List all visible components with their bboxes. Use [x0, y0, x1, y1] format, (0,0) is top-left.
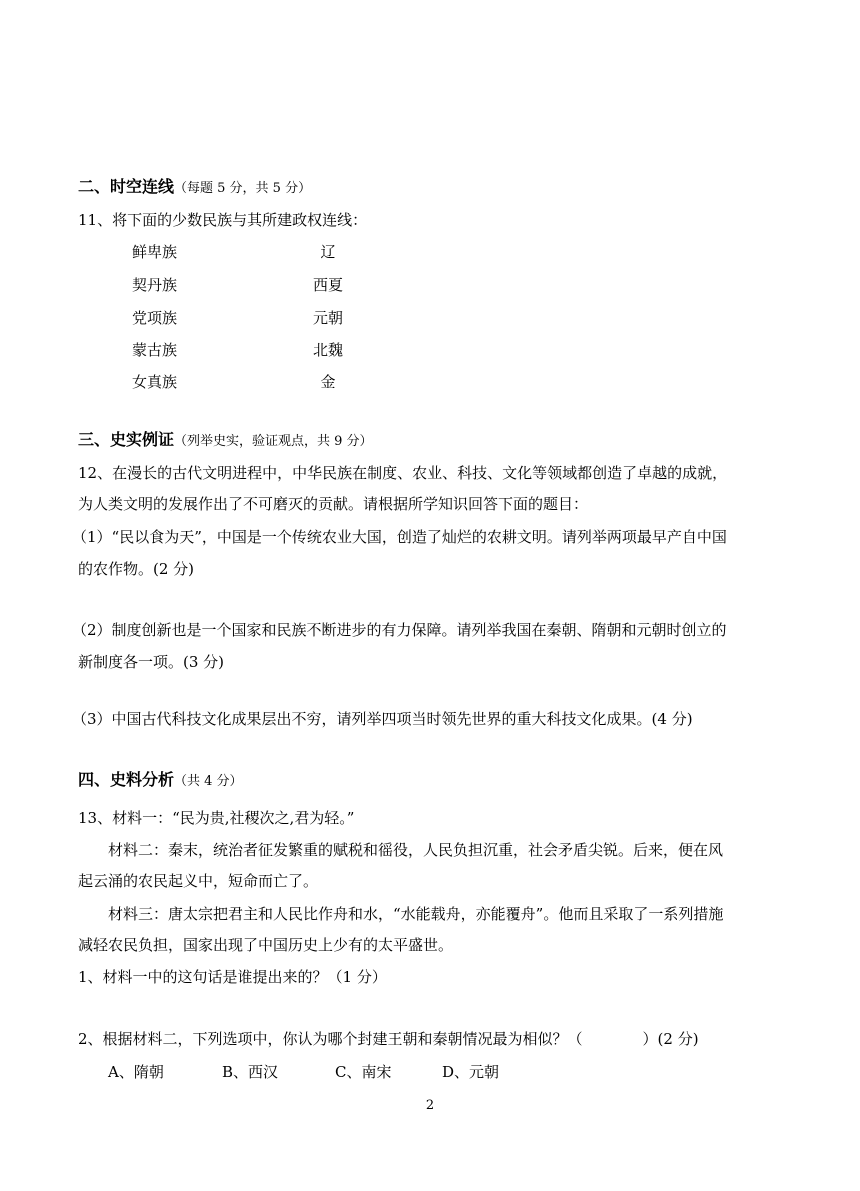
sub-question-2-line-2: 新制度各一项。(3 分)	[78, 653, 225, 671]
option-b: B、西汉	[222, 1063, 279, 1081]
sub-question-2-line-1: （2）制度创新也是一个国家和民族不断进步的有力保障。请列举我国在秦朝、隋朝和元朝时创立的	[72, 621, 727, 639]
question-11: 11、将下面的少数民族与其所建政权连线：	[78, 211, 368, 229]
section-3-note: （列举史实，验证观点，共 9 分）	[174, 434, 373, 449]
ethnic-group-4: 蒙古族	[132, 341, 178, 359]
section-3-title: 三、史实例证	[78, 430, 175, 449]
sub-question-1-line-2: 的农作物。(2 分)	[78, 560, 195, 578]
page-number: 2	[425, 1098, 435, 1113]
option-d: D、元朝	[442, 1063, 500, 1081]
question-12-line-1: 12、在漫长的古代文明进程中，中华民族在制度、农业、科技、文化等领域都创造了卓越的成就，	[78, 464, 728, 482]
material-3-line-2: 减轻农民负担，国家出现了中国历史上少有的太平盛世。	[78, 936, 454, 954]
section-2-heading	[78, 179, 311, 195]
question-13-part-1: 1、材料一中的这句话是谁提出来的？（1 分）	[78, 968, 387, 986]
ethnic-group-5: 女真族	[132, 373, 178, 391]
regime-1: 辽	[320, 243, 336, 261]
section-2-note: （每题 5 分，共 5 分）	[174, 181, 312, 196]
material-2-line-1: 材料二：秦末，统治者征发繁重的赋税和徭役，人民负担沉重，社会矛盾尖锐。后来，便在风	[108, 841, 724, 859]
section-4-title: 四、史料分析	[78, 770, 175, 789]
sub-question-1-line-1: （1）“民以食为天”，中国是一个传统农业大国，创造了灿烂的农耕文明。请列举两项最早产自中国	[72, 528, 727, 546]
ethnic-group-1: 鲜卑族	[132, 243, 178, 261]
regime-3: 元朝	[312, 309, 343, 327]
material-2-line-2: 起云涌的农民起义中，短命而亡了。	[78, 872, 319, 890]
sub-question-3: （3）中国古代科技文化成果层出不穷，请列举四项当时领先世界的重大科技文化成果。(4 分)	[72, 710, 693, 728]
question-12-line-2: 为人类文明的发展作出了不可磨灭的贡献。请根据所学知识回答下面的题目：	[78, 495, 589, 513]
material-3-line-1: 材料三：唐太宗把君主和人民比作舟和水，“水能载舟，亦能覆舟”。他而且采取了一系列措施	[108, 905, 724, 923]
ethnic-group-2: 契丹族	[132, 276, 178, 294]
option-c: C、南宋	[335, 1063, 392, 1081]
section-2-title: 二、时空连线	[78, 177, 175, 196]
regime-2: 西夏	[312, 276, 343, 294]
section-4-note: （共 4 分）	[174, 774, 243, 789]
regime-5: 金	[320, 373, 336, 391]
regime-4: 北魏	[312, 341, 343, 359]
ethnic-group-3: 党项族	[132, 309, 178, 327]
section-3-heading	[78, 432, 373, 448]
option-a: A、隋朝	[108, 1063, 164, 1081]
question-13-part-2: 2、根据材料二，下列选项中，你认为哪个封建王朝和秦朝情况最为相似？（ ）(2 分)	[78, 1030, 699, 1048]
section-4-heading	[78, 772, 243, 788]
material-1: 13、材料一：“民为贵,社稷次之,君为轻。”	[78, 809, 355, 827]
